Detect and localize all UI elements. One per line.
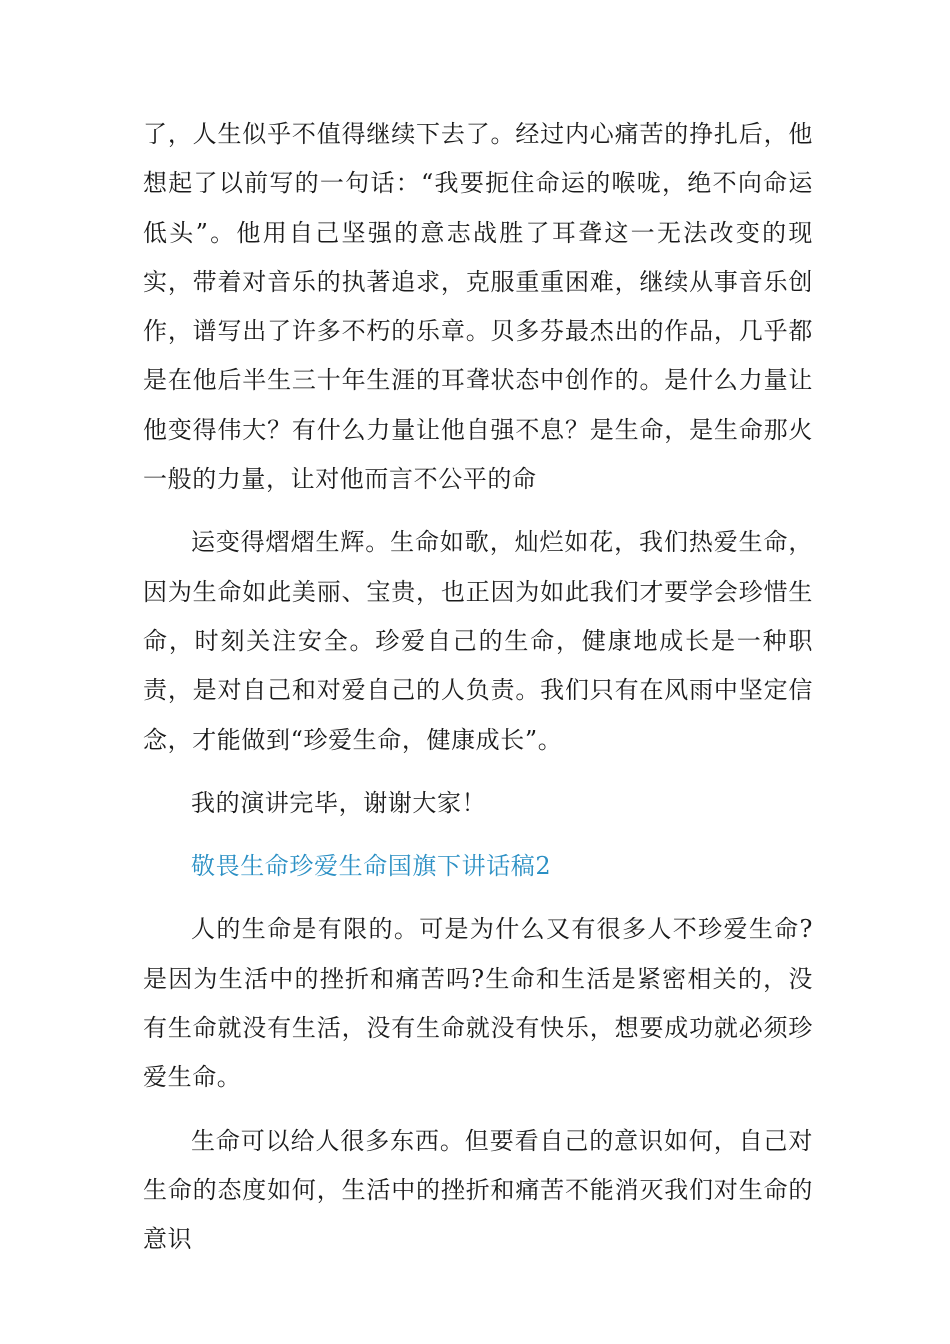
paragraph-life-gives: 生命可以给人很多东西。但要看自己的意识如何，自己对生命的态度如何，生活中的挫折和痛苦不能消灭我们对生命的意识: [143, 1126, 813, 1254]
paragraph-continuation: 了，人生似乎不值得继续下去了。经过内心痛苦的挣扎后，他想起了以前写的一句话：“我要扼住命运的喉咙，绝不向命运低头”。他用自己坚强的意志战胜了耳聋这一无法改变的现实，带着对音乐的执著追求，克服重重困难，继续从事音乐创作，谱写出了许多不朽的乐章。贝多芬最杰出的作品，几乎都是在他后半生三十年生涯的耳聋状态中创作的。是什么力量让他变得伟大？有什么力量让他自强不息？是生命，是生命那火一般的力量，让对他而言不公平的命: [143, 120, 813, 494]
paragraph-cherish-life: 运变得熠熠生辉。生命如歌，灿烂如花，我们热爱生命，因为生命如此美丽、宝贵，也正因为如此我们才要学会珍惜生命，时刻关注安全。珍爱自己的生命，健康地成长是一种职责，是对自己和对爱自己的人负责。我们只有在风雨中坚定信念，才能做到“珍爱生命，健康成长”。: [143, 528, 813, 754]
paragraph-closing: 我的演讲完毕，谢谢大家！: [191, 788, 487, 817]
section-heading: 敬畏生命珍爱生命国旗下讲话稿2: [191, 852, 552, 881]
document-body: [143, 110, 813, 1265]
paragraph-life-limited: 人的生命是有限的。可是为什么又有很多人不珍爱生命?是因为生活中的挫折和痛苦吗?生命和生活是紧密相关的，没有生命就没有生活，没有生命就没有快乐，想要成功就必须珍爱生命。: [143, 915, 813, 1092]
